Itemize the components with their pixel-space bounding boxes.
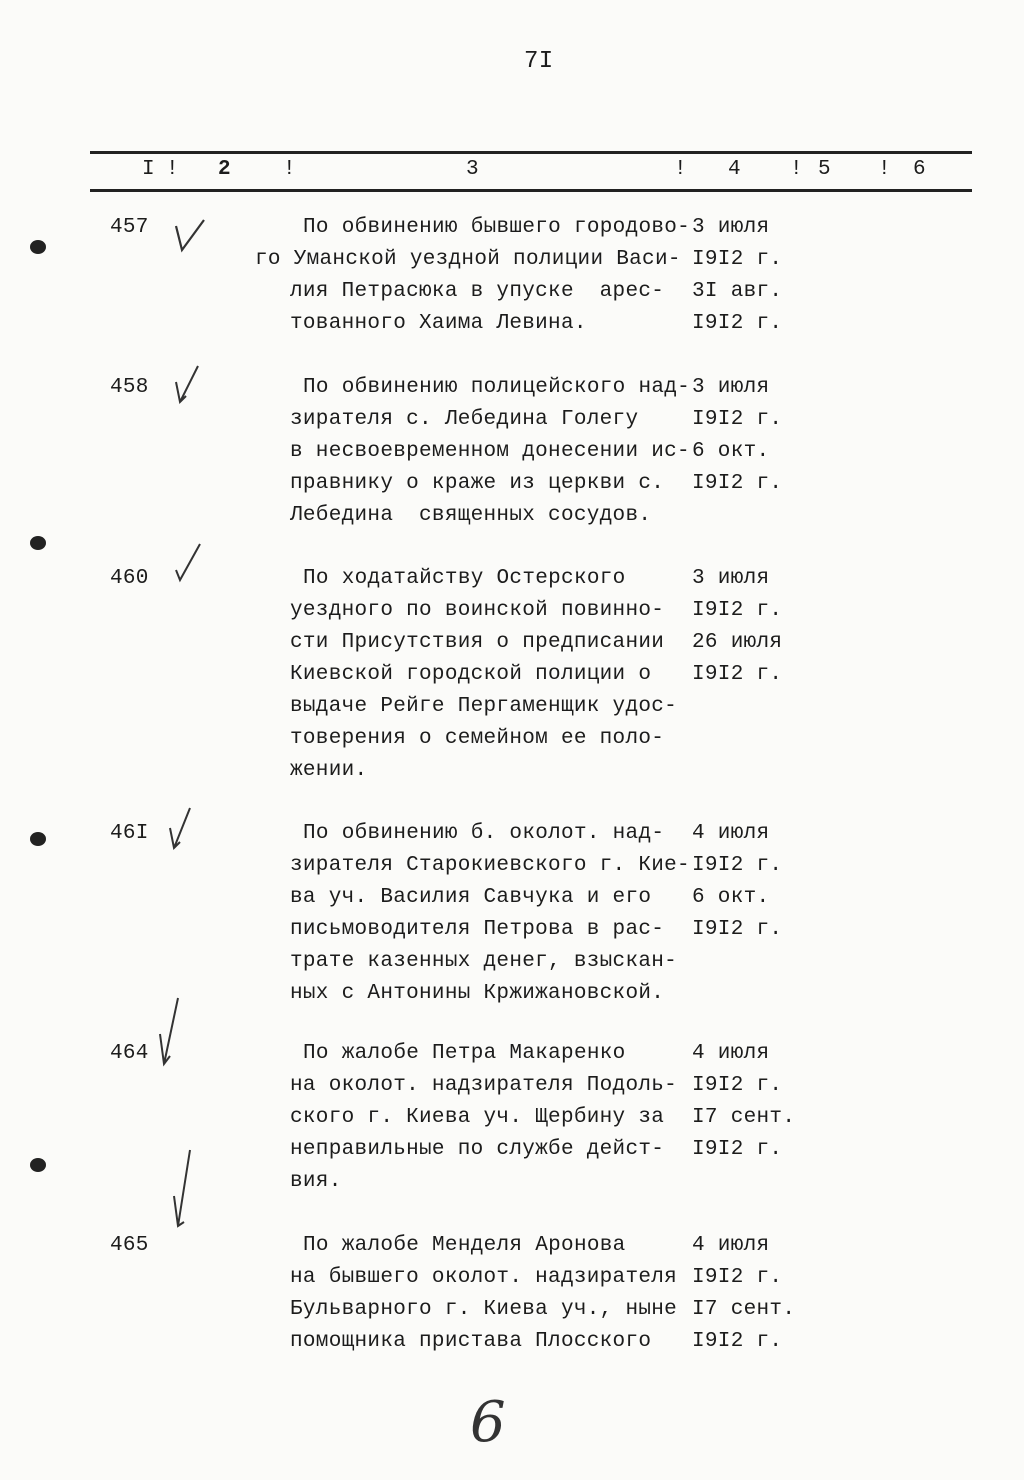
entry-date: I9I2 г. [692,408,783,431]
entry-date: I7 сент. [692,1298,796,1321]
header-col1: I [142,158,155,181]
entry-description-line: в несвоевременном донесении ис- [290,440,690,463]
entry-description-line: сти Присутствия о предписании [290,631,665,654]
entry-description-line: го Уманской уездной полиции Васи- [255,248,681,271]
entry-date: I9I2 г. [692,1074,783,1097]
entry-date: 3 июля [692,216,770,239]
handwritten-footer-number: 6 [470,1390,506,1455]
entry-description-line: ва уч. Василия Савчука и его [290,886,652,909]
entry-date: 3 июля [692,567,770,590]
header-sep: ! [166,158,179,181]
checkmark-icon [172,540,212,590]
punch-hole [30,832,46,846]
checkmark-icon [172,218,212,258]
header-bottom-rule [90,189,972,192]
entry-description-line: неправильные по службе дейст- [290,1138,665,1161]
entry-date: I9I2 г. [692,472,783,495]
entry-description-line: письмоводителя Петрова в рас- [290,918,665,941]
header-col6: 6 [913,158,926,181]
entry-description-line: ского г. Киева уч. Щербину за [290,1106,665,1129]
entry-description-line: Лебедина священных сосудов. [290,504,652,527]
punch-hole [30,240,46,254]
entry-date: I9I2 г. [692,663,783,686]
entry-description-line: По обвинению полицейского над- [303,376,691,399]
entry-description-line: Киевской городской полиции о [290,663,652,686]
entry-description-line: зирателя с. Лебедина Голегу [290,408,639,431]
header-sep: ! [283,158,296,181]
entry-date: I9I2 г. [692,918,783,941]
punch-hole [30,536,46,550]
checkmark-icon [170,1146,210,1236]
header-sep: ! [674,158,687,181]
entry-number: 46I [110,822,149,845]
entry-description-line: правнику о краже из церкви с. [290,472,665,495]
entry-description-line: зирателя Старокиевского г. Кие- [290,854,690,877]
entry-date: 4 июля [692,1234,770,1257]
entry-date: I9I2 г. [692,248,783,271]
entry-date: I9I2 г. [692,854,783,877]
header-col5: 5 [818,158,831,181]
entry-description-line: лия Петрасюка в упуске арес- [290,280,665,303]
entry-description-line: помощника пристава Плосского [290,1330,652,1353]
entry-description-line: на околот. надзирателя Подоль- [290,1074,678,1097]
entry-date: I9I2 г. [692,599,783,622]
header-sep: ! [878,158,891,181]
entry-date: 4 июля [692,822,770,845]
header-top-rule [90,151,972,154]
entry-description-line: выдаче Рейге Пергаменщик удос- [290,695,678,718]
entry-number: 464 [110,1042,149,1065]
entry-description-line: уездного по воинской повинно- [290,599,665,622]
entry-date: 6 окт. [692,886,770,909]
entry-date: I9I2 г. [692,312,783,335]
entry-date: I9I2 г. [692,1138,783,1161]
entry-description-line: По обвинению б. околот. над- [303,822,665,845]
entry-description-line: По жалобе Менделя Аронова [303,1234,626,1257]
entry-description-line: вия. [290,1170,342,1193]
entry-date: 26 июля [692,631,783,654]
entry-date: 3 июля [692,376,770,399]
entry-description-line: тованного Хаима Левина. [290,312,587,335]
entry-number: 458 [110,376,149,399]
header-sep: ! [790,158,803,181]
entry-number: 460 [110,567,149,590]
entry-date: 4 июля [692,1042,770,1065]
entry-number: 465 [110,1234,149,1257]
entry-description-line: По жалобе Петра Макаренко [303,1042,626,1065]
entry-date: 3I авг. [692,280,783,303]
header-col3: 3 [466,158,479,181]
entry-date: I9I2 г. [692,1266,783,1289]
header-col4: 4 [728,158,741,181]
checkmark-icon [156,994,196,1074]
checkmark-icon [166,804,206,854]
entry-date: I9I2 г. [692,1330,783,1353]
entry-description-line: ных с Антонины Кржижановской. [290,982,665,1005]
entry-description-line: Бульварного г. Киева уч., ныне [290,1298,678,1321]
entry-date: 6 окт. [692,440,770,463]
punch-hole [30,1158,46,1172]
entry-description-line: жении. [290,759,368,782]
page-number: 7I [524,48,554,75]
entry-description-line: трате казенных денег, взыскан- [290,950,678,973]
header-col2: 2 [218,158,231,181]
entry-description-line: товерения о семейном ее поло- [290,727,665,750]
checkmark-icon [172,362,212,412]
entry-description-line: По ходатайству Остерского [303,567,626,590]
entry-description-line: По обвинению бывшего городово- [303,216,691,239]
entry-date: I7 сент. [692,1106,796,1129]
entry-description-line: на бывшего околот. надзирателя [290,1266,678,1289]
entry-number: 457 [110,216,149,239]
